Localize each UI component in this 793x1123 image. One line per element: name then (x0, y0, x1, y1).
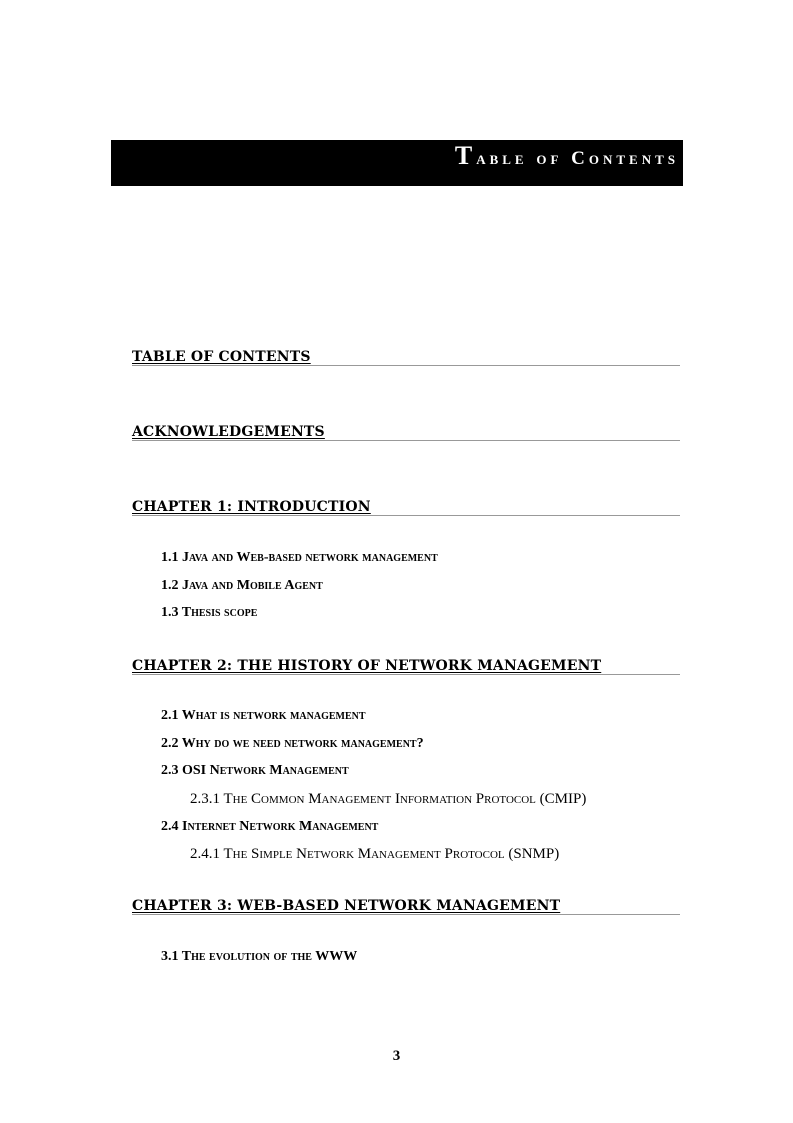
toc-entry-label: ACKNOWLEDGEMENTS (132, 424, 325, 440)
toc-entry-chapter-3[interactable] (132, 895, 680, 915)
toc-section-2-1[interactable]: 2.1 What is network management (161, 708, 366, 723)
dotted-leader (132, 914, 680, 915)
page-number: 3 (392, 1048, 401, 1064)
toc-section-1-1[interactable]: 1.1 Java and Web-based network management (161, 550, 438, 565)
banner-title: Table of Contents (454, 141, 679, 170)
toc-entry-chapter-1[interactable] (132, 496, 680, 516)
toc-section-2-2[interactable]: 2.2 Why do we need network management? (161, 736, 424, 751)
toc-section-2-4[interactable]: 2.4 Internet Network Management (161, 819, 379, 834)
toc-entry-chapter-2[interactable] (132, 655, 680, 675)
toc-subsection-2-3-1[interactable]: 2.3.1 The Common Management Information Protocol (CMIP) (190, 791, 587, 807)
toc-entry-label: CHAPTER 2: THE HISTORY OF NETWORK MANAGEMENT (132, 658, 602, 674)
toc-section-2-3[interactable]: 2.3 OSI Network Management (161, 763, 349, 778)
toc-section-1-2[interactable]: 1.2 Java and Mobile Agent (161, 578, 323, 593)
dotted-leader (132, 515, 680, 516)
title-banner (111, 140, 683, 186)
toc-entry-label: CHAPTER 3: WEB-BASED NETWORK MANAGEMENT (132, 898, 561, 914)
toc-subsection-2-4-1[interactable]: 2.4.1 The Simple Network Management Protocol (SNMP) (190, 846, 560, 862)
dotted-leader (132, 365, 680, 366)
toc-section-1-3[interactable]: 1.3 Thesis scope (161, 605, 258, 620)
toc-entry-acknowledgements[interactable] (132, 421, 680, 441)
dotted-leader (132, 440, 680, 441)
toc-entry-table-of-contents[interactable] (132, 346, 680, 366)
toc-entry-label: TABLE OF CONTENTS (132, 349, 311, 365)
dotted-leader (132, 674, 680, 675)
toc-entry-label: CHAPTER 1: INTRODUCTION (132, 499, 371, 515)
toc-section-3-1[interactable]: 3.1 The evolution of the WWW (161, 949, 358, 964)
